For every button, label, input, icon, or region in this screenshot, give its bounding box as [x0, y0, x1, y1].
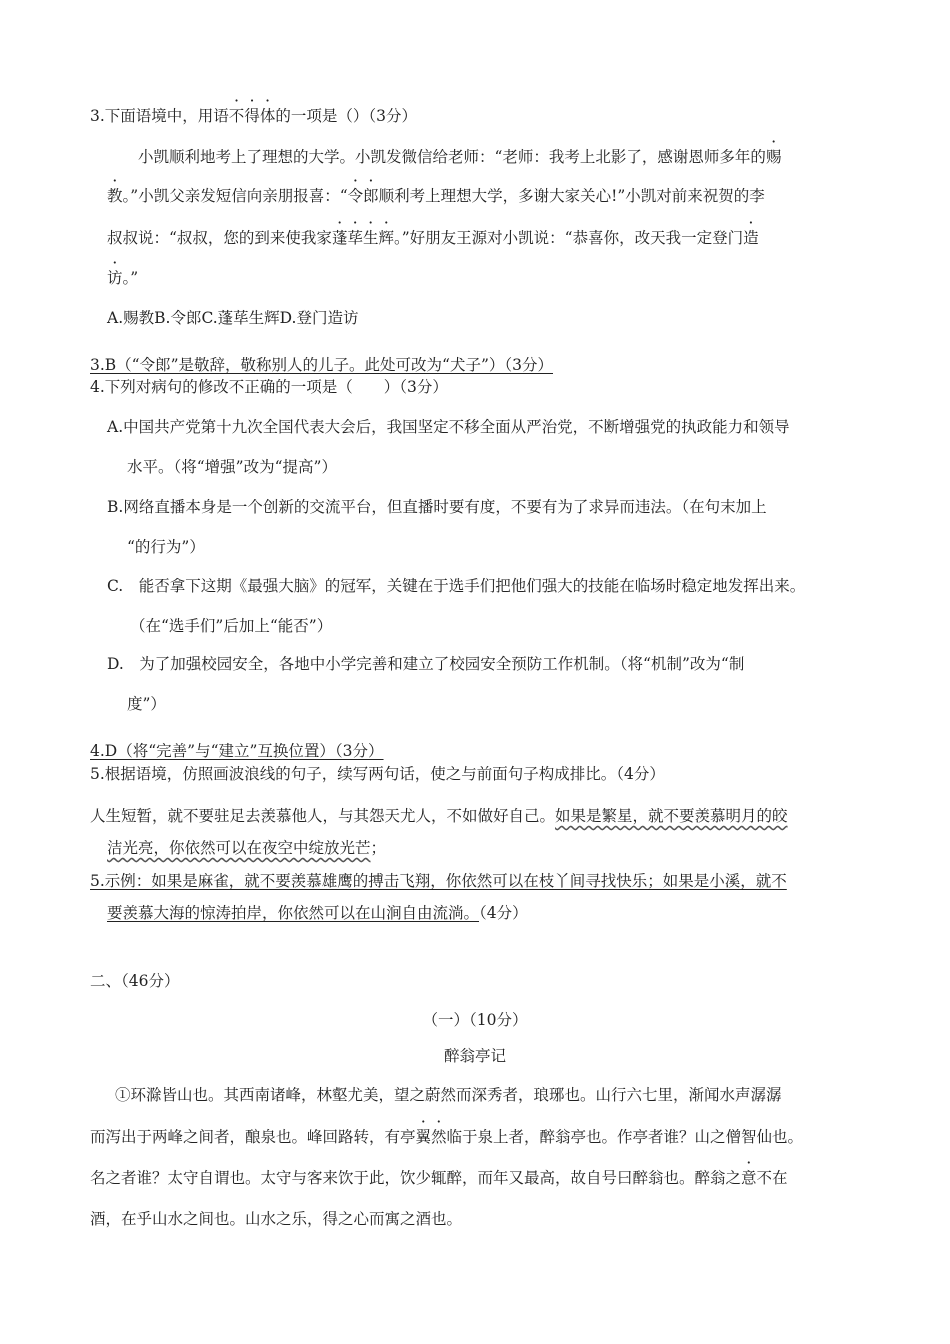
passage-line-3: 名之者谁？太守自谓也。太守与客来饮于此，饮少辄醉，而年又最高，故自号曰醉翁也。醉翁之意不在	[90, 1169, 788, 1187]
q3-passage-line-2: 教。”小凯父亲发短信向亲朋报喜：“令郎顺利考上理想大学，多谢大家关心!”小凯对前来祝贺的李	[107, 187, 765, 205]
q5-context-line-2: 洁光亮，你依然可以在夜空中绽放光芒；	[107, 839, 387, 857]
q4-option-b-line-2: “的行为”）	[127, 538, 205, 556]
q5-context-line-1: 人生短暂，就不要驻足去羡慕他人，与其怨天尤人，不如做好自己。如果是繁星，就不要羡慕明月的皎	[90, 807, 788, 825]
q4-option-c-line-2: （在“选手们”后加上“能否”）	[130, 617, 333, 635]
q3-passage-line-3: 叔叔说：“叔叔，您的到来使我家蓬荜生辉。”好朋友王源对小凯说：“恭喜你，改天我一定登门造	[107, 229, 759, 247]
q4-option-b-line-1: B.网络直播本身是一个创新的交流平台，但直播时要有度，不要有为了求异而违法。（在句末加上	[107, 498, 767, 516]
section-subheading: （一）（10分）	[422, 1011, 528, 1029]
q3-passage-line-4: 访。”	[107, 269, 139, 287]
q5-answer-line-2: 要羡慕大海的惊涛拍岸，你依然可以在山涧自由流淌。（4分）	[107, 904, 528, 922]
q4-option-d-line-2: 度”）	[127, 695, 166, 713]
q3-passage-line-1: 小凯顺利地考上了理想的大学。小凯发微信给老师：“老师：我考上北影了，感谢恩师多年的赐	[138, 148, 782, 166]
section-heading: 二、（46分）	[90, 972, 180, 990]
q4-option-a-line-1: A.中国共产党第十九次全国代表大会后，我国坚定不移全面从严治党，不断增强党的执政能力和领导	[107, 418, 790, 436]
q3-stem: 3.下面语境中，用语不得体的一项是（）（3分）	[90, 107, 417, 125]
q3-answer: 3.B（“令郎”是敬辞，敬称别人的儿子。此处可改为“犬子”）（3分）	[90, 356, 553, 374]
q5-answer-line-1: 5.示例：如果是麻雀，就不要羡慕雄鹰的搏击飞翔，你依然可以在枝丫间寻找快乐；如果是小溪，就不	[90, 872, 787, 890]
q4-option-d-line-1: D. 为了加强校园安全，各地中小学完善和建立了校园安全预防工作机制。（将“机制”改为“制	[107, 655, 745, 673]
q4-answer: 4.D（将“完善”与“建立”互换位置）（3分）	[90, 742, 384, 760]
q4-option-c-line-1: C. 能否拿下这期《最强大脑》的冠军，关键在于选手们把他们强大的技能在临场时稳定地发挥出来。	[107, 577, 806, 595]
q4-option-a-line-2: 水平。（将“增强”改为“提高”）	[127, 458, 337, 476]
passage-title: 醉翁亭记	[443, 1047, 506, 1065]
q5-stem: 5.根据语境，仿照画波浪线的句子，续写两句话，使之与前面句子构成排比。（4分）	[90, 765, 665, 783]
passage-line-1: ①环滁皆山也。其西南诸峰，林壑尤美，望之蔚然而深秀者，琅琊也。山行六七里，渐闻水声潺潺	[115, 1086, 782, 1104]
passage-line-4: 酒，在乎山水之间也。山水之乐，得之心而寓之酒也。	[90, 1210, 463, 1228]
q4-stem: 4.下列对病句的修改不正确的一项是（ ）（3分）	[90, 378, 448, 396]
passage-line-2: 而泻出于两峰之间者，酿泉也。峰回路转，有亭翼然临于泉上者，醉翁亭也。作亭者谁？山之僧智仙也。	[90, 1128, 804, 1146]
q3-options: A.赐教B.令郎C.蓬荜生辉D.登门造访	[107, 309, 359, 327]
